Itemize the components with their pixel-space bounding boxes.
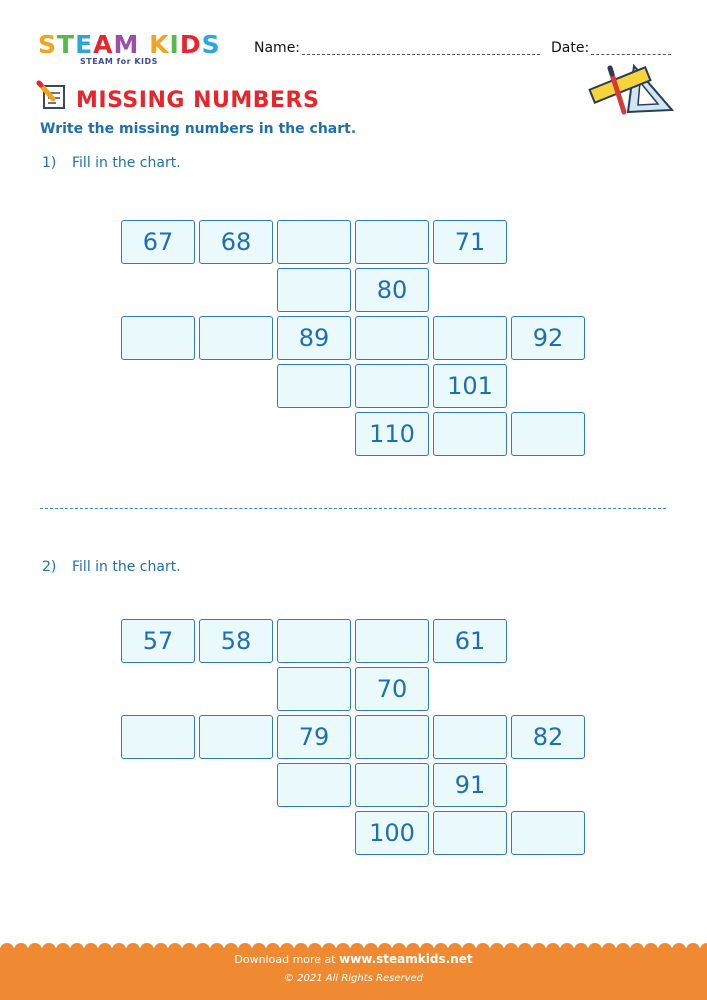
number-cell: 92 [511, 316, 585, 360]
number-cell: 61 [433, 619, 507, 663]
logo-letter: K [149, 30, 170, 59]
number-cell: 68 [199, 220, 273, 264]
logo-wordmark [38, 30, 221, 59]
number-cell: 100 [355, 811, 429, 855]
blank-number-cell[interactable] [355, 619, 429, 663]
footer-download [0, 952, 707, 966]
blank-number-cell[interactable] [277, 619, 351, 663]
footer-download-prefix: Download more at [234, 953, 340, 966]
logo-letter: S [201, 30, 221, 59]
blank-number-cell[interactable] [511, 811, 585, 855]
logo-letter [139, 30, 149, 59]
logo-letter: I [169, 30, 180, 59]
blank-number-cell[interactable] [433, 811, 507, 855]
number-cell: 80 [355, 268, 429, 312]
blank-number-cell[interactable] [199, 316, 273, 360]
pencil-paper-icon [36, 80, 70, 112]
blank-number-cell[interactable] [433, 412, 507, 456]
blank-number-cell[interactable] [277, 220, 351, 264]
question-1-prompt: Fill in the chart. [72, 155, 181, 171]
date-label: Date: [551, 40, 590, 56]
blank-number-cell[interactable] [511, 412, 585, 456]
blank-number-cell[interactable] [433, 316, 507, 360]
footer-copyright: © 2021 All Rights Reserved [283, 973, 424, 984]
number-cell: 110 [355, 412, 429, 456]
blank-number-cell[interactable] [355, 220, 429, 264]
question-2-number: 2) [42, 559, 57, 575]
blank-number-cell[interactable] [355, 316, 429, 360]
logo-tagline: STEAM for KIDS [80, 57, 158, 66]
blank-number-cell[interactable] [199, 715, 273, 759]
number-cell: 101 [433, 364, 507, 408]
question-2-label [42, 559, 181, 575]
number-cell: 79 [277, 715, 351, 759]
date-field[interactable] [591, 54, 671, 55]
instructions: Write the missing numbers in the chart. [40, 121, 357, 137]
number-cell: 91 [433, 763, 507, 807]
logo-letter: S [38, 30, 58, 59]
ruler-set-square-icon [588, 60, 674, 116]
logo-letter: D [179, 30, 202, 59]
name-label: Name: [254, 40, 301, 56]
number-cell: 67 [121, 220, 195, 264]
blank-number-cell[interactable] [355, 763, 429, 807]
question-1-label [42, 155, 181, 171]
section-divider [40, 508, 666, 509]
blank-number-cell[interactable] [121, 316, 195, 360]
blank-number-cell[interactable] [277, 364, 351, 408]
number-cell: 70 [355, 667, 429, 711]
page-title: MISSING NUMBERS [76, 88, 320, 113]
blank-number-cell[interactable] [433, 715, 507, 759]
logo-letter: M [113, 30, 140, 59]
number-cell: 89 [277, 316, 351, 360]
blank-number-cell[interactable] [277, 763, 351, 807]
logo-letter: E [75, 30, 94, 59]
question-2-prompt: Fill in the chart. [72, 559, 181, 575]
blank-number-cell[interactable] [355, 715, 429, 759]
steam-kids-logo [38, 30, 238, 70]
number-cell: 58 [199, 619, 273, 663]
number-cell: 82 [511, 715, 585, 759]
number-cell: 57 [121, 619, 195, 663]
logo-letter: T [57, 30, 76, 59]
blank-number-cell[interactable] [277, 667, 351, 711]
number-cell: 71 [433, 220, 507, 264]
logo-letter: A [93, 30, 114, 59]
name-field[interactable] [302, 54, 540, 55]
blank-number-cell[interactable] [121, 715, 195, 759]
blank-number-cell[interactable] [355, 364, 429, 408]
blank-number-cell[interactable] [277, 268, 351, 312]
question-1-number: 1) [42, 155, 57, 171]
footer-site-link[interactable]: www.steamkids.net [339, 952, 473, 966]
